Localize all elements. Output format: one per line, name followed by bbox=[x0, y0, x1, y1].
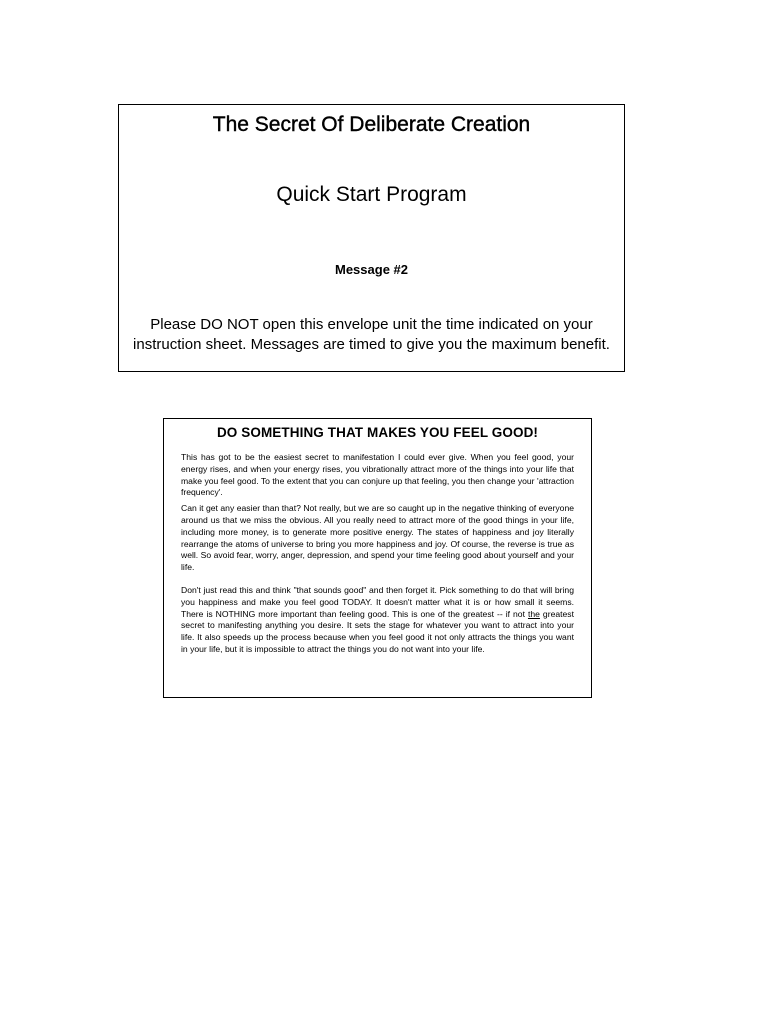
program-subtitle: Quick Start Program bbox=[276, 183, 467, 206]
message-content-box bbox=[163, 418, 592, 698]
paragraph-3-underlined-word: the bbox=[527, 608, 540, 619]
envelope-notice bbox=[127, 315, 616, 355]
paragraph-1: This has got to be the easiest secret to manifestation I could ever give. When you feel good, your energy rises, and when your energy rises, you vibrationally attract more of the things into your life that make you feel good. To the extent that you can conjure up that feeling, you then change your 'attraction frequency'. bbox=[181, 452, 574, 498]
notice-line-1: Please DO NOT open this envelope unit the time indicated on your bbox=[150, 316, 593, 333]
paragraph-3-part-1: Don't just read this and think "that sounds good" and then forget it. Pick something to do that will bring you happiness and make you feel good TODAY. It doesn't matter what it is or how small it seems. There is NOTHING more important than feeling good. This is one of the greatest -- if not bbox=[181, 584, 574, 619]
notice-line-2: instruction sheet. Messages are timed to give you the maximum benefit. bbox=[133, 336, 610, 353]
message-number: Message #2 bbox=[335, 262, 408, 277]
paragraph-3-part-2: greatest secret to manifesting anything you desire. It sets the stage for whatever you want to attract into your life. It also speeds up the process because when you feel good it not only attracts the things you want in your life, but it is impossible to attract the things you do not want into your life. bbox=[181, 608, 574, 654]
message-heading: DO SOMETHING THAT MAKES YOU FEEL GOOD! bbox=[216, 425, 539, 440]
document-title: The Secret Of Deliberate Creation bbox=[212, 113, 531, 136]
envelope-instruction-box bbox=[118, 104, 625, 372]
paragraph-3 bbox=[181, 585, 574, 656]
paragraph-2: Can it get any easier than that? Not really, but we are so caught up in the negative thinking of everyone around us that we miss the obvious. All you really need to attract more of the good things in your life, including more money, is to generate more positive energy. The states of happiness and joy literally rearrange the atoms of universe to bring you more happiness and joy. Of course, the reverse is true as well. So avoid fear, worry, anger, depression, and spend your time feeling good about yourself and your life. bbox=[181, 503, 574, 573]
